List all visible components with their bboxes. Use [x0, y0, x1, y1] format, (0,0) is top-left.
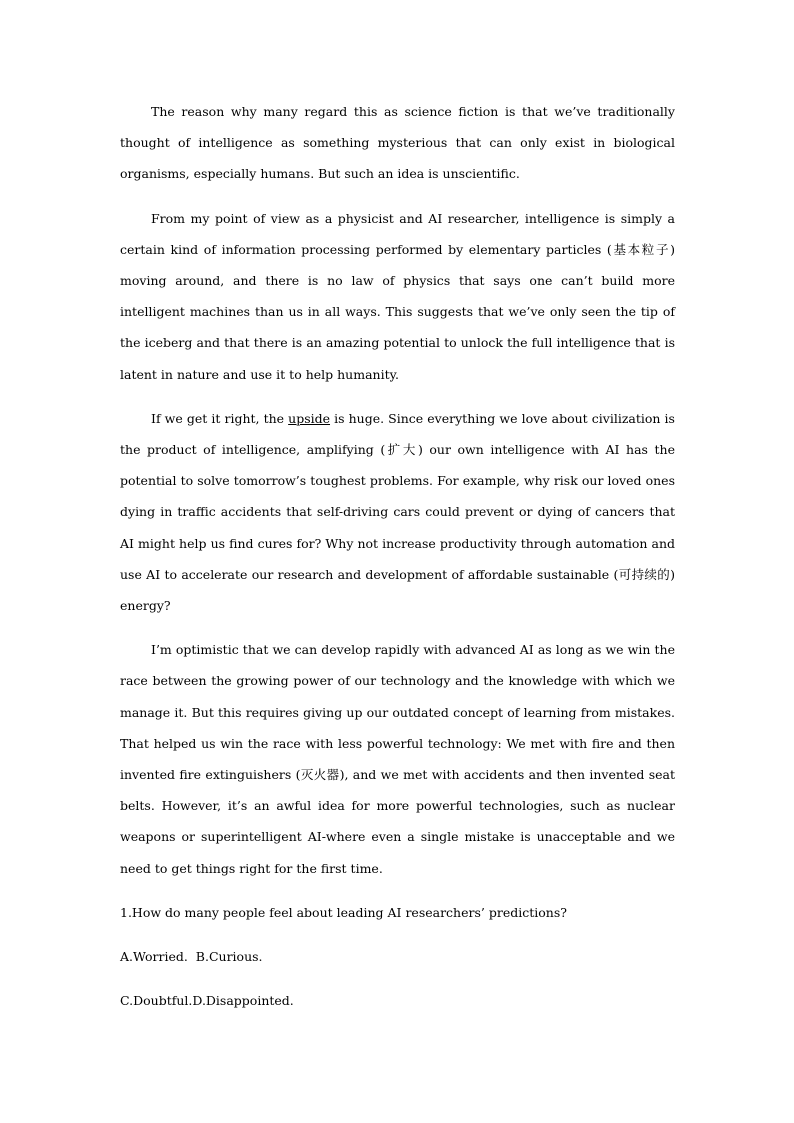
question-1-options-c-d: C.Doubtful.D.Disappointed. [120, 993, 294, 1009]
document-content [120, 96, 675, 1029]
paragraph-3-start: If we get it right, the [151, 410, 289, 426]
question-1-options-a-b: A.Worried. B.Curious. [120, 949, 263, 965]
paragraph-3-rest: is huge. Since everything we love about civilization is the product of intelligence, amplifying (扩大) our own intelligence with AI has the potential to solve tomorrow’s toughest problems. For example, why risk our loved ones dying in traffic accidents that self-driving cars could prevent or dying of cancers that AI might help us find cures for? Why not increase productivity through automation and use AI to accelerate our research and development of affordable sustainable (可持续的) energy? [120, 410, 675, 614]
passage-paragraph-1: The reason why many regard this as science fiction is that we’ve traditionally thought of intelligence as something mysterious that can only exist in biological organisms, especially humans. But such an idea is unscientific. [120, 104, 675, 182]
question-1-stem: 1.How do many people feel about leading AI researchers’ predictions? [120, 904, 567, 920]
passage-paragraph-4: I’m optimistic that we can develop rapidly with advanced AI as long as we win the race between the growing power of our technology and the knowledge with which we manage it. But this requires giving up our outdated concept of learning from mistakes. That helped us win the race with less powerful technology: We met with fire and then invented fire extinguishers (灭火器), and we met with accidents and then invented seat belts. However, it’s an awful idea for more powerful technologies, such as nuclear weapons or superintelligent AI-where even a single mistake is unacceptable and we need to get things right for the first time. [120, 642, 675, 876]
passage-paragraph-3 [120, 403, 675, 621]
underlined-word-upside: upside [288, 410, 331, 426]
passage-paragraph-2: From my point of view as a physicist and AI researcher, intelligence is simply a certain kind of information processing performed by elementary particles (基本粒子) moving around, and there is no law of physics that says one can’t build more intelligent machines than us in all ways. This suggests that we’ve only seen the tip of the iceberg and that there is an amazing potential to unlock the full intelligence that is latent in nature and use it to help humanity. [120, 210, 675, 382]
